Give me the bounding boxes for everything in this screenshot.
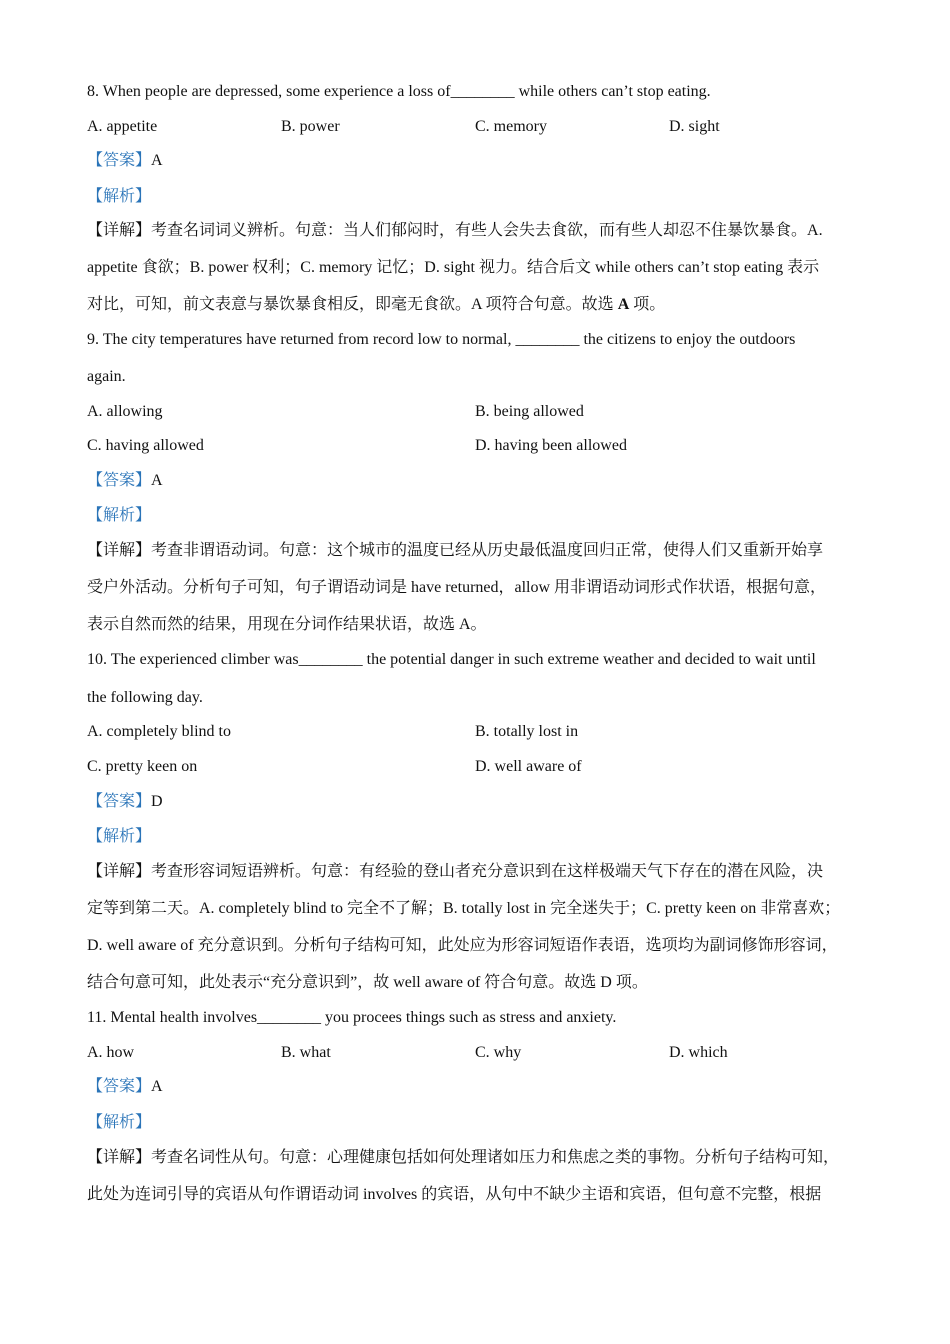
answer-tag: 【答案】 xyxy=(87,1078,152,1095)
q11-option-b: B. what xyxy=(281,1044,331,1061)
detail-text: 项。 xyxy=(629,296,666,313)
q9-option-d: D. having been allowed xyxy=(475,437,627,454)
q10-detail-line-4: 结合句意可知，此处表示“充分意识到”，故 well aware of 符合句意。故选 D 项。 xyxy=(87,974,648,991)
q9-detail-line-3: 表示自然而然的结果，用现在分词作结果状语，故选 A。 xyxy=(87,616,487,633)
answer-value: A xyxy=(151,1078,163,1095)
detail-text: 对比，可知，前文表意与暴饮暴食相反，即毫无食欲。A 项符合句意。故选 xyxy=(87,296,618,313)
q10-option-d: D. well aware of xyxy=(475,758,582,775)
q11-answer xyxy=(87,1077,163,1097)
answer-tag: 【答案】 xyxy=(87,472,152,489)
q11-option-a: A. how xyxy=(87,1044,135,1061)
q8-detail-line-3 xyxy=(87,295,665,315)
q10-answer xyxy=(87,792,163,812)
question-11-stem: 11. Mental health involves________ you procees things such as stress and anxiety. xyxy=(87,1009,617,1026)
answer-tag: 【答案】 xyxy=(87,793,152,810)
question-10-stem-line-1: 10. The experienced climber was________ the potential danger in such extreme weather and decided to wait until xyxy=(87,651,816,668)
detail-text: 考查名词性从句。句意：心理健康包括如何处理诸如压力和焦虑之类的事物。分析句子结构可知， xyxy=(151,1149,840,1166)
q9-option-a: A. allowing xyxy=(87,403,163,420)
q9-detail-line-2: 受户外活动。分析句子可知，句子谓语动词是 have returned，allow 用非谓语动词形式作状语，根据句意， xyxy=(87,579,827,596)
detail-tag: 【详解】 xyxy=(87,863,152,880)
question-8-stem: 8. When people are depressed, some experience a loss of________ while others can’t stop eating. xyxy=(87,83,711,100)
detail-text: 考查形容词短语辨析。句意：有经验的登山者充分意识到在这样极端天气下存在的潜在风险，决 xyxy=(151,863,824,880)
q8-detail-line-1 xyxy=(87,221,823,241)
detail-text: 考查名词词义辨析。句意：当人们郁闷时，有些人会失去食欲，而有些人却忍不住暴饮暴食。A. xyxy=(151,222,823,239)
detail-tag: 【详解】 xyxy=(87,1149,152,1166)
detail-text: 考查非谓语动词。句意：这个城市的温度已经从历史最低温度回归正常，使得人们又重新开始享 xyxy=(151,542,824,559)
detail-tag: 【详解】 xyxy=(87,222,152,239)
q8-analysis-tag: 【解析】 xyxy=(87,188,152,205)
q9-answer xyxy=(87,471,163,491)
detail-tag: 【详解】 xyxy=(87,542,152,559)
q11-detail-line-1 xyxy=(87,1148,839,1168)
answer-tag: 【答案】 xyxy=(87,152,152,169)
answer-value: A xyxy=(151,152,163,169)
q11-detail-line-2: 此处为连词引导的宾语从句作谓语动词 involves 的宾语，从句中不缺少主语和宾语，但句意不完整，根据 xyxy=(87,1186,822,1203)
q8-detail-line-2: appetite 食欲；B. power 权利；C. memory 记忆；D. sight 视力。结合后文 while others can’t stop eating 表示 xyxy=(87,259,820,276)
q8-option-b: B. power xyxy=(281,118,340,135)
q8-answer xyxy=(87,151,163,171)
q10-detail-line-1 xyxy=(87,862,823,882)
q10-option-a: A. completely blind to xyxy=(87,723,231,740)
q11-analysis-tag: 【解析】 xyxy=(87,1114,152,1131)
q8-option-c: C. memory xyxy=(475,118,547,135)
question-10-stem-line-2: the following day. xyxy=(87,689,203,706)
detail-bold-a: A xyxy=(617,296,630,313)
q8-option-d: D. sight xyxy=(669,118,720,135)
answer-value: D xyxy=(151,793,163,810)
q10-detail-line-2: 定等到第二天。A. completely blind to 完全不了解；B. totally lost in 完全迷失于；C. pretty keen on 非常喜欢； xyxy=(87,900,841,917)
q9-option-c: C. having allowed xyxy=(87,437,204,454)
q9-detail-line-1 xyxy=(87,541,823,561)
question-9-stem-line-1: 9. The city temperatures have returned from record low to normal, ________ the citizens to enjoy the outdoors xyxy=(87,331,796,348)
q10-option-c: C. pretty keen on xyxy=(87,758,198,775)
q11-option-c: C. why xyxy=(475,1044,522,1061)
q10-option-b: B. totally lost in xyxy=(475,723,579,740)
q10-analysis-tag: 【解析】 xyxy=(87,828,152,845)
q10-detail-line-3: D. well aware of 充分意识到。分析句子结构可知，此处应为形容词短语作表语，选项均为副词修饰形容词， xyxy=(87,937,838,954)
q9-analysis-tag: 【解析】 xyxy=(87,507,152,524)
q9-option-b: B. being allowed xyxy=(475,403,584,420)
question-9-stem-line-2: again. xyxy=(87,368,126,385)
q11-option-d: D. which xyxy=(669,1044,728,1061)
answer-value: A xyxy=(151,472,163,489)
q8-option-a: A. appetite xyxy=(87,118,158,135)
